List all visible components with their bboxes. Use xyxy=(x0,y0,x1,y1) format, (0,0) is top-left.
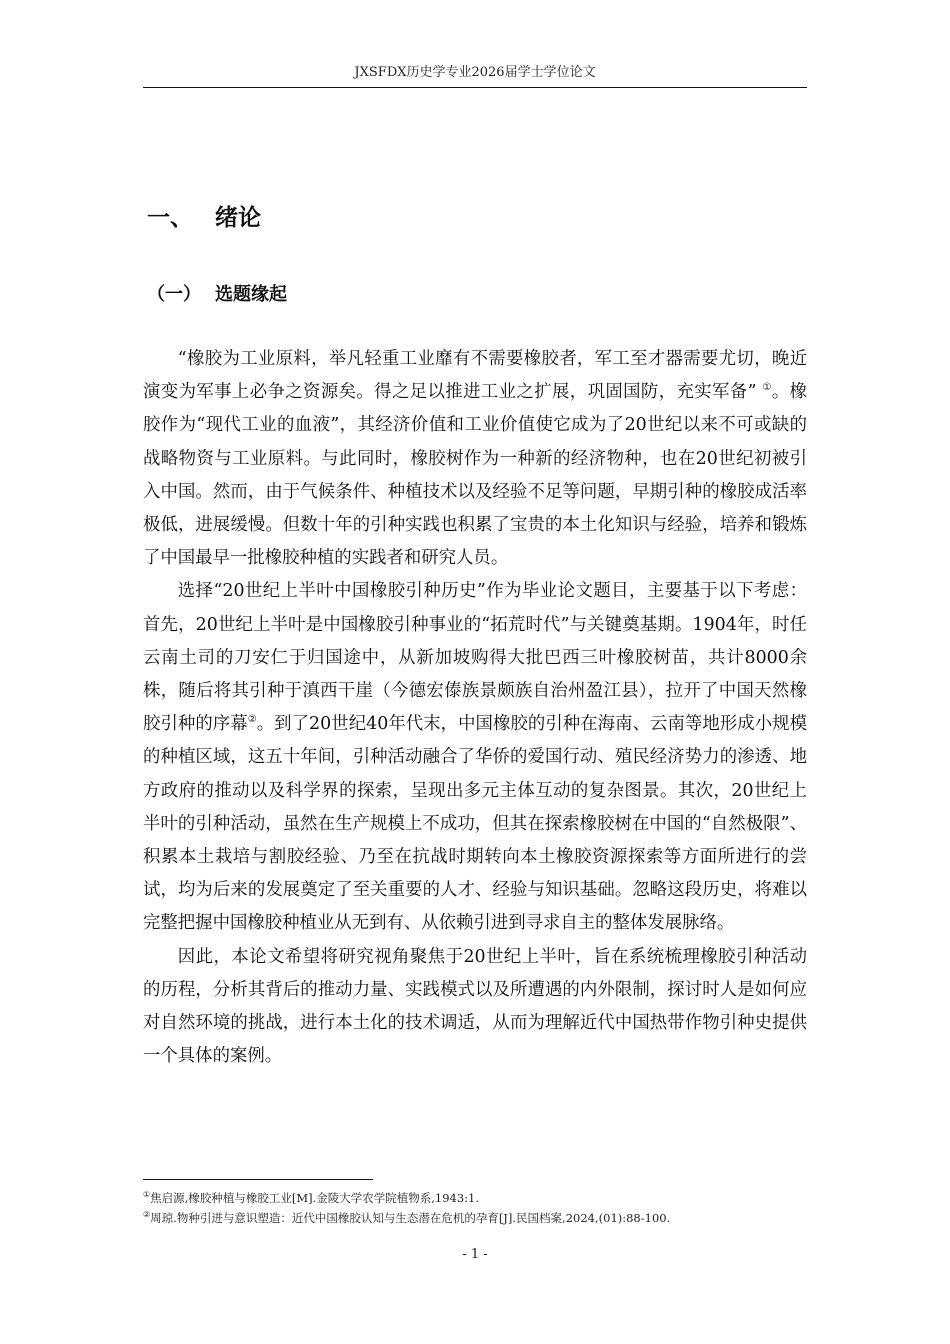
paragraph-text: 。到了20世纪40年代末，中国橡胶的引种在海南、云南等地形成小规模的种植区域，这五十年间，引种活动融合了华侨的爱国行动、殖民经济势力的渗透、地方政府的推动以及科学界的探索，呈现出多元主体互动的复杂图景。其次，20世纪上半叶的引种活动，虽然在生产规模上不成功，但其在探索橡胶树在中国的“自然极限”、积累本土栽培与割胶经验、乃至在抗战时期转向本土橡胶资源探索等方面所进行的尝试，均为后来的发展奠定了至关重要的人才、经验与知识基础。忽略这段历史，将难以完整把握中国橡胶种植业从无到有、从依赖引进到寻求自主的整体发展脉络。 xyxy=(143,714,807,934)
paragraph-text: 选择“20世纪上半叶中国橡胶引种历史”作为毕业论文题目，主要基于以下考虑：首先，20世纪上半叶是中国橡胶引种事业的“拓荒时代”与关键奠基期。1904年，时任云南土司的刀安仁于归国途中，从新加坡购得大批巴西三叶橡胶树苗，共计8000余株，随后将其引种于滇西干崖（今德宏傣族景颇族自治州盈江县），拉开了中国天然橡胶引种的序幕 xyxy=(143,581,807,735)
paragraph-text: 因此，本论文希望将研究视角聚焦于20世纪上半叶，旨在系统梳理橡胶引种活动的历程，分析其背后的推动力量、实践模式以及所遭遇的内外限制，探讨时人是如何应对自然环境的挑战，进行本土化的技术调适，从而为理解近代中国热带作物引种史提供一个具体的案例。 xyxy=(143,946,807,1067)
paragraph xyxy=(143,575,807,940)
paragraph-text: “橡胶为工业原料，举凡轻重工业靡有不需要橡胶者，军工至才器需要尤切，晚近演变为军事上必争之资源矣。得之足以推进工业之扩展，巩固国防，充实军备” xyxy=(143,349,807,403)
footnote-item xyxy=(143,1188,807,1208)
footnote-mark: ① xyxy=(143,1190,151,1200)
footnote-text: 周琼.物种引进与意识塑造：近代中国橡胶认知与生态潜在危机的孕育[J].民国档案,2024,(01):88-100. xyxy=(150,1211,671,1225)
subsection-title: 选题缘起 xyxy=(215,284,287,305)
section-title: 绪论 xyxy=(215,205,261,231)
footnote-marker[interactable]: ① xyxy=(762,382,772,394)
paragraph-text: 。橡胶作为“现代工业的血液”，其经济价值和工业价值使它成为了20世纪以来不可或缺的战略物资与工业原料。与此同时，橡胶树作为一种新的经济物种，也在20世纪初被引入中国。然而，由于气候条件、种植技术以及经验不足等问题，早期引种的橡胶成活率极低，进展缓慢。但数十年的引种实践也积累了宝贵的本土化知识与经验，培养和锻炼了中国最早一批橡胶种植的实践者和研究人员。 xyxy=(143,382,807,569)
footnote-mark: ② xyxy=(143,1210,151,1220)
footnote-divider xyxy=(143,1179,373,1180)
footnote-marker[interactable]: ② xyxy=(247,714,257,726)
subsection-number: （一） xyxy=(147,284,201,305)
footnote-item xyxy=(143,1208,807,1228)
header-divider xyxy=(143,87,807,88)
subsection-heading xyxy=(147,282,287,308)
body-text xyxy=(143,343,807,1073)
running-header: JXSFDX历史学专业2026届学士学位论文 xyxy=(354,65,596,80)
page-number: - 1 - xyxy=(462,1247,488,1262)
footnote-text: 焦启源,橡胶种植与橡胶工业[M].金陵大学农学院植物系,1943:1. xyxy=(150,1191,479,1205)
paragraph xyxy=(143,343,807,575)
footnotes xyxy=(143,1188,807,1228)
paragraph xyxy=(143,941,807,1074)
section-heading xyxy=(147,202,261,234)
section-number: 一、 xyxy=(147,205,193,231)
